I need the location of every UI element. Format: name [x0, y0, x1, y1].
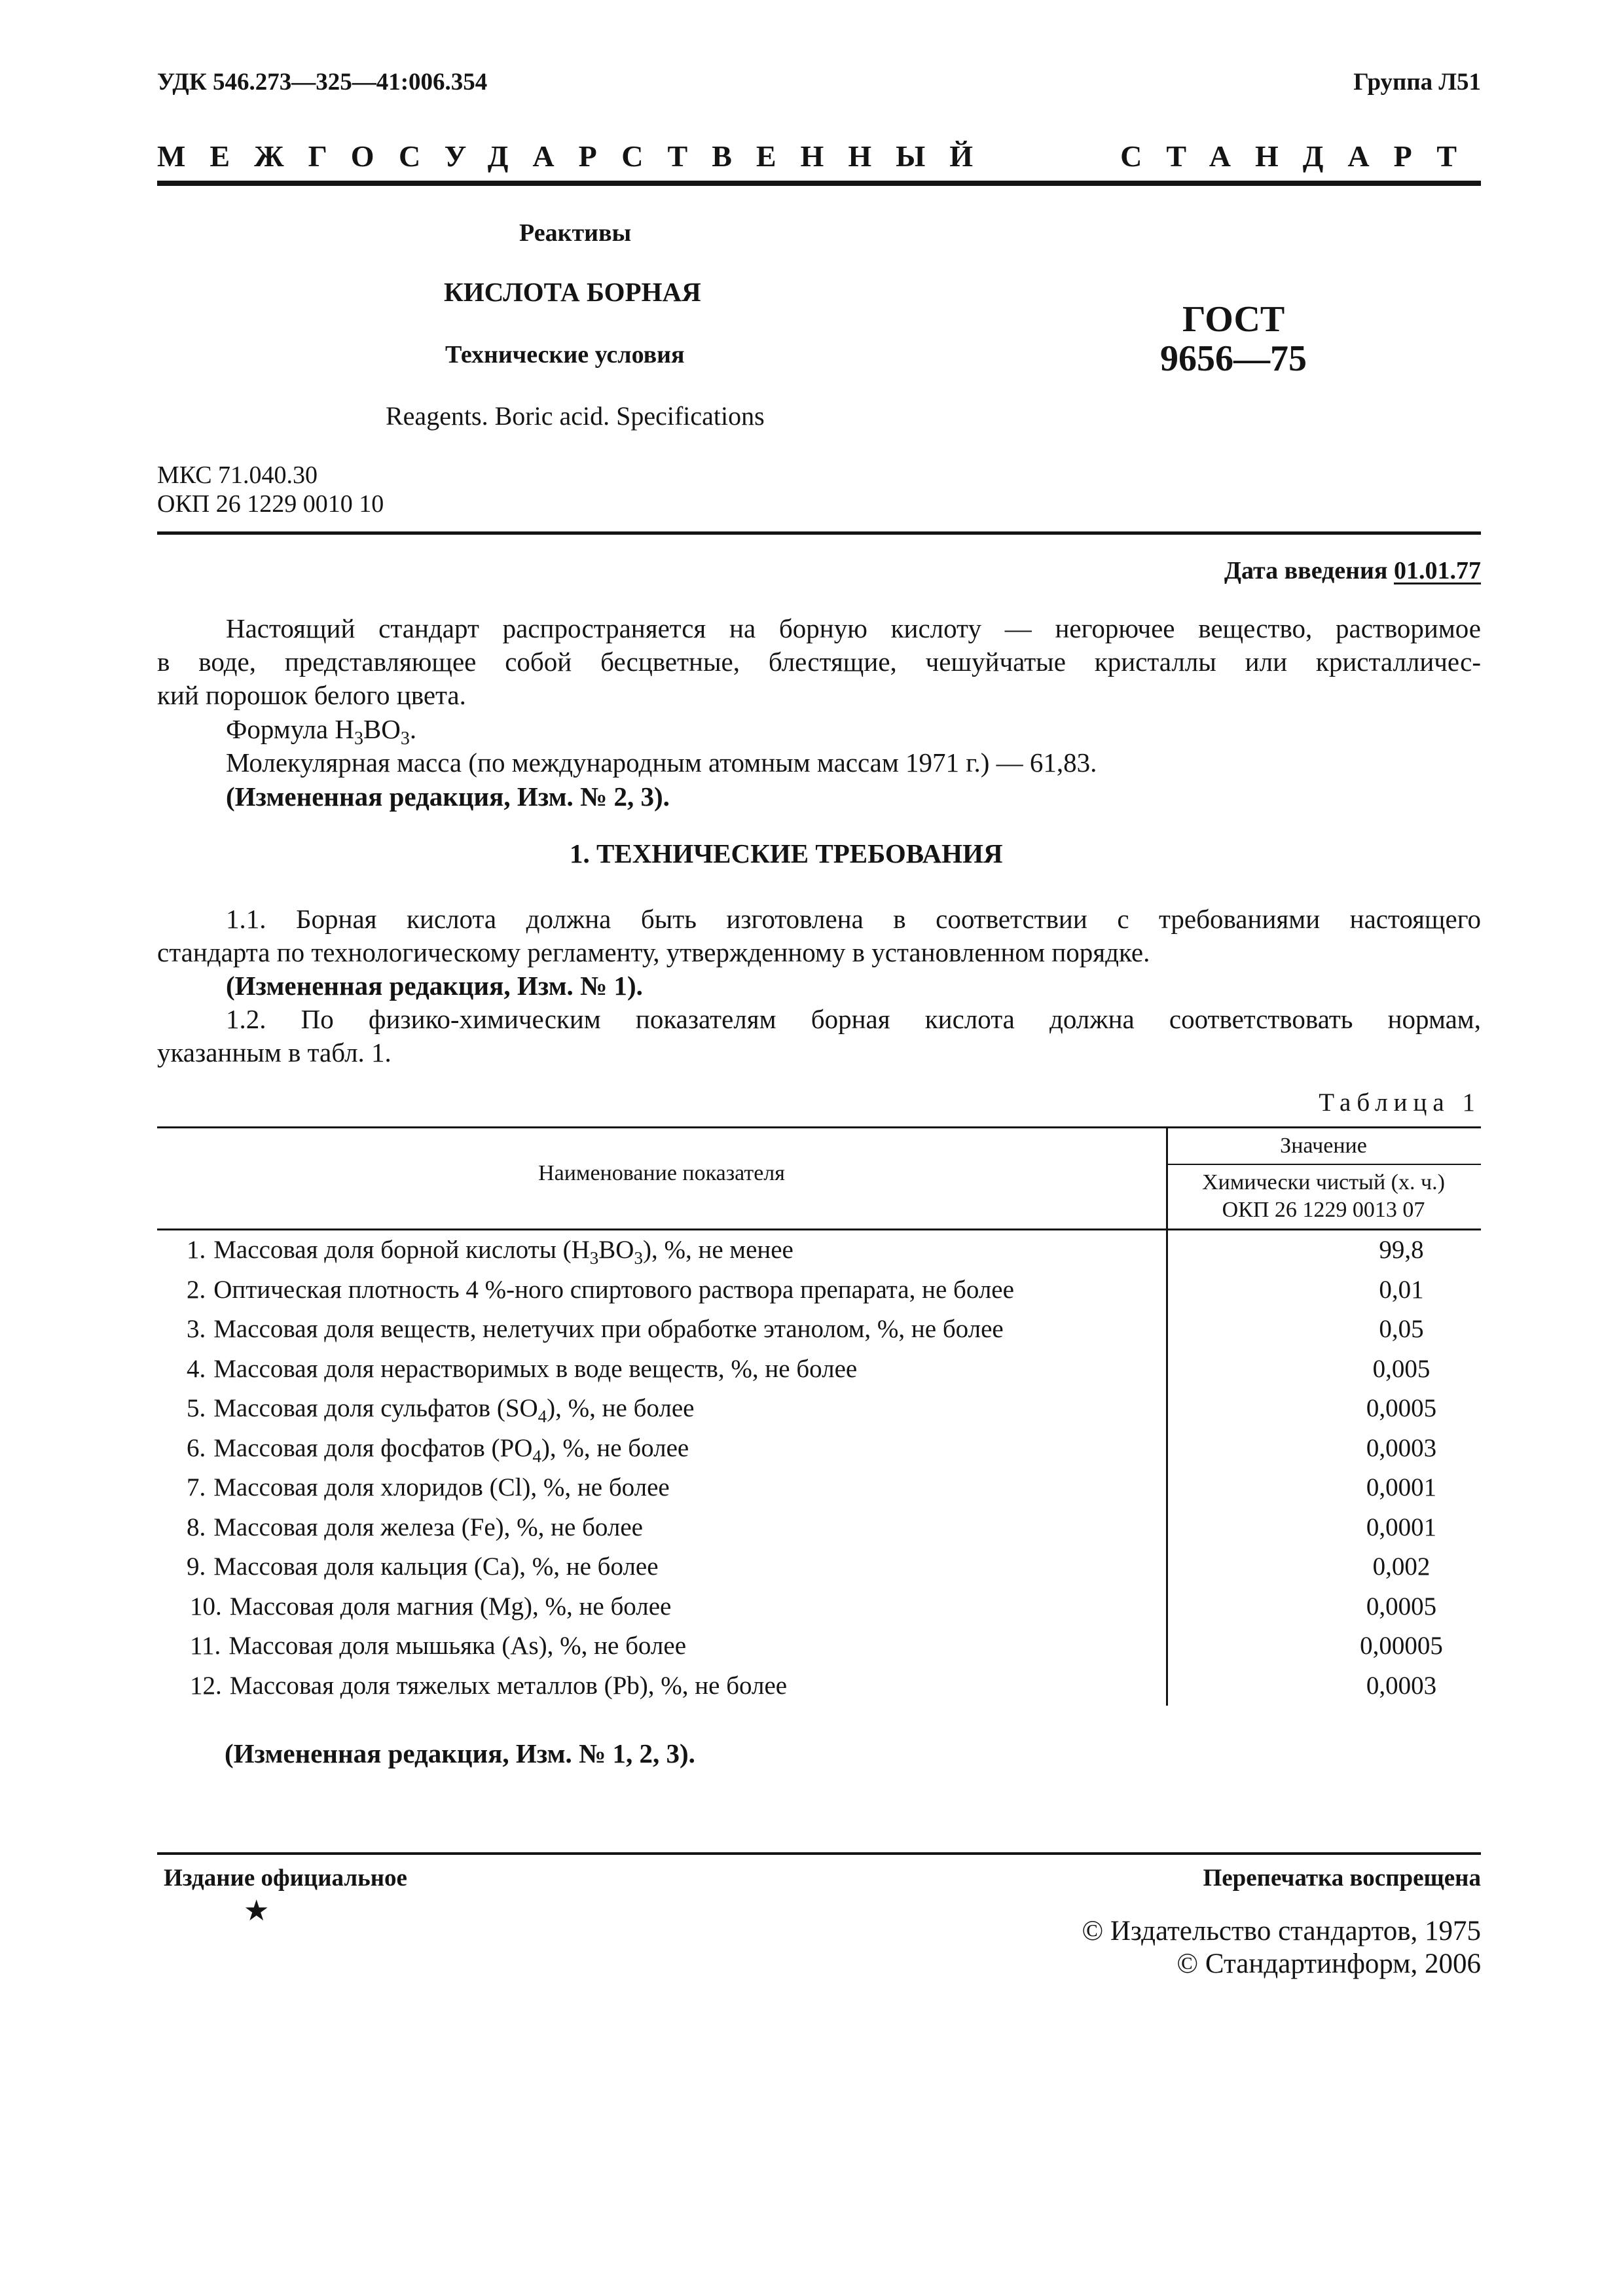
indicator-text: Массовая доля сульфатов (SO	[213, 1394, 538, 1422]
intro-line-3: кий порошок белого цвета.	[157, 680, 466, 710]
category-heading: Реактивы	[519, 219, 632, 247]
indicator-text: Массовая доля нерастворимых в воде веществ, %, не более	[213, 1354, 858, 1383]
copyright-1975: © Издательство стандартов, 1975	[1082, 1916, 1481, 1946]
indicator-name	[190, 1626, 686, 1666]
indicator-value: 99,8	[1379, 1236, 1424, 1264]
table-row	[157, 1429, 1481, 1468]
gost-number: 9656—75	[1160, 338, 1307, 379]
indicator-text: Массовая доля мышьяка (As), %, не более	[228, 1632, 686, 1660]
indicator-text: ), %, не менее	[642, 1236, 793, 1264]
formula-suffix: .	[409, 714, 417, 744]
table-row	[157, 1468, 1481, 1507]
row-number: 3.	[187, 1315, 206, 1343]
indicator-text: ), %, не более	[547, 1394, 695, 1422]
table-header-value: Значение	[1280, 1134, 1367, 1158]
indicator-name	[187, 1508, 643, 1547]
indicator-value: 0,01	[1379, 1275, 1424, 1304]
row-number: 8.	[187, 1513, 206, 1541]
indicator-text: Массовая доля кальция (Ca), %, не более	[213, 1552, 659, 1581]
indicator-name	[187, 1310, 1004, 1349]
row-number: 7.	[187, 1473, 206, 1501]
udc-code: УДК 546.273—325—41:006.354	[157, 69, 488, 96]
table-row	[157, 1508, 1481, 1547]
intro-line-1: Настоящий стандарт распространяется на борную кислоту — негорючее вещество, растворимое	[226, 613, 1481, 643]
row-number: 2.	[187, 1275, 206, 1304]
table-header-name: Наименование показателя	[538, 1161, 785, 1185]
indicator-text: Массовая доля борной кислоты (H	[213, 1236, 590, 1264]
row-number: 9.	[187, 1552, 206, 1581]
english-title: Reagents. Boric acid. Specifications	[386, 401, 765, 431]
indicator-text: Оптическая плотность 4 %-ного спиртового раствора препарата, не более	[213, 1275, 1014, 1304]
reprint-prohibited: Перепечатка воспрещена	[1203, 1865, 1481, 1892]
star-icon: ★	[244, 1895, 270, 1927]
group-code: Группа Л51	[1353, 69, 1481, 96]
mks-code: МКС 71.040.30	[157, 461, 318, 489]
indicator-value: 0,00005	[1360, 1632, 1443, 1660]
clause-1-1-amendment: (Измененная редакция, Изм. № 1).	[226, 971, 643, 1001]
indicator-text: Массовая доля хлоридов (Cl), %, не более	[213, 1473, 670, 1501]
row-number: 12.	[190, 1671, 222, 1700]
table-row	[157, 1587, 1481, 1626]
clause-1-1-line-2: стандарта по технологическому регламенту, утвержденному в установленном порядке.	[157, 937, 1150, 967]
indicator-text: Массовая доля магния (Mg), %, не более	[229, 1592, 672, 1621]
row-number: 11.	[190, 1632, 221, 1660]
clause-1-2-line-1: 1.2. По физико-химическим показателям борная кислота должна соответствовать нормам,	[226, 1004, 1481, 1034]
table-value-subrule	[1166, 1164, 1481, 1165]
footer-rule	[157, 1852, 1481, 1855]
intro-line-2: в воде, представляющее собой бесцветные, блестящие, чешуйчатые кристаллы или кристалличес-	[157, 647, 1481, 677]
indicator-value: 0,05	[1379, 1315, 1424, 1343]
table-row	[157, 1230, 1481, 1270]
molar-mass-line: Молекулярная масса (по международным атомным массам 1971 г.) — 61,83.	[226, 747, 1097, 778]
introduction-date-value: 01.01.77	[1394, 557, 1481, 584]
indicator-value: 0,0003	[1366, 1671, 1437, 1700]
table-header-grade-line-1: Химически чистый (х. ч.)	[1202, 1170, 1445, 1194]
row-number: 4.	[187, 1354, 206, 1383]
table-row	[157, 1666, 1481, 1706]
indicator-name	[190, 1666, 787, 1706]
indicator-value: 0,0001	[1366, 1513, 1437, 1541]
table-amendment: (Измененная редакция, Изм. № 1, 2, 3).	[225, 1738, 695, 1768]
formula-subscript: 3	[634, 1247, 643, 1268]
introduction-date-label: Дата введения	[1224, 557, 1388, 584]
indicator-text: Массовая доля фосфатов (PO	[213, 1433, 533, 1462]
indicator-name	[190, 1587, 671, 1626]
table-row	[157, 1350, 1481, 1389]
banner-rule	[157, 181, 1481, 186]
table-row	[157, 1270, 1481, 1310]
formula-subscript: 4	[538, 1406, 547, 1426]
indicator-text: Массовая доля железа (Fe), %, не более	[213, 1513, 643, 1541]
indicator-text: BO	[598, 1236, 634, 1264]
row-number: 1.	[187, 1236, 206, 1264]
table-caption: Таблица 1	[1319, 1088, 1481, 1117]
row-number: 6.	[187, 1433, 206, 1462]
formula-subscript: 3	[400, 728, 410, 749]
indicator-text: Массовая доля веществ, нелетучих при обработке этанолом, %, не более	[213, 1315, 1004, 1343]
table-row	[157, 1626, 1481, 1666]
indicator-value: 0,0001	[1366, 1473, 1437, 1501]
section-heading: 1. ТЕХНИЧЕСКИЕ ТРЕБОВАНИЯ	[570, 838, 1003, 869]
table-row	[157, 1547, 1481, 1587]
indicator-value: 0,0005	[1366, 1592, 1437, 1621]
table-row	[157, 1310, 1481, 1349]
formula-subscript: 4	[532, 1446, 541, 1466]
row-number: 5.	[187, 1394, 206, 1422]
indicator-name	[187, 1270, 1014, 1310]
indicator-value: 0,0005	[1366, 1394, 1437, 1422]
indicator-text: Массовая доля тяжелых металлов (Pb), %, не более	[229, 1671, 788, 1700]
indicator-value: 0,002	[1372, 1552, 1431, 1581]
table-top-rule	[157, 1126, 1481, 1128]
okp-code: ОКП 26 1229 0010 10	[157, 490, 384, 518]
indicator-name	[187, 1468, 670, 1507]
row-number: 10.	[190, 1592, 222, 1621]
copyright-2006: © Стандартинформ, 2006	[1176, 1948, 1481, 1979]
intro-amendment: (Измененная редакция, Изм. № 2, 3).	[226, 781, 670, 812]
introduction-date	[1224, 556, 1481, 585]
indicator-text: ), %, не более	[541, 1433, 689, 1462]
formula-prefix: Формула H	[226, 714, 354, 744]
indicator-value: 0,005	[1372, 1354, 1431, 1383]
indicator-name	[187, 1547, 659, 1587]
gost-label: ГОСТ	[1182, 299, 1285, 340]
table-header-grade-line-2: ОКП 26 1229 0013 07	[1222, 1198, 1425, 1222]
document-subtitle: Технические условия	[445, 341, 685, 368]
formula-subscript: 3	[354, 728, 363, 749]
official-edition: Издание официальное	[164, 1865, 407, 1892]
title-rule	[157, 531, 1481, 535]
document-title: КИСЛОТА БОРНАЯ	[444, 277, 701, 307]
indicator-value: 0,0003	[1366, 1433, 1437, 1462]
formula-subscript: 3	[589, 1247, 599, 1268]
clause-1-2-line-2: указанным в табл. 1.	[157, 1037, 392, 1067]
standard-banner: МЕЖГОСУДАРСТВЕННЫЙ СТАНДАРТ	[157, 139, 1481, 173]
formula-middle: BO	[363, 714, 401, 744]
table-row	[157, 1389, 1481, 1428]
clause-1-1-line-1: 1.1. Борная кислота должна быть изготовлена в соответствии с требованиями настоящего	[226, 904, 1481, 934]
indicator-name	[187, 1350, 857, 1389]
